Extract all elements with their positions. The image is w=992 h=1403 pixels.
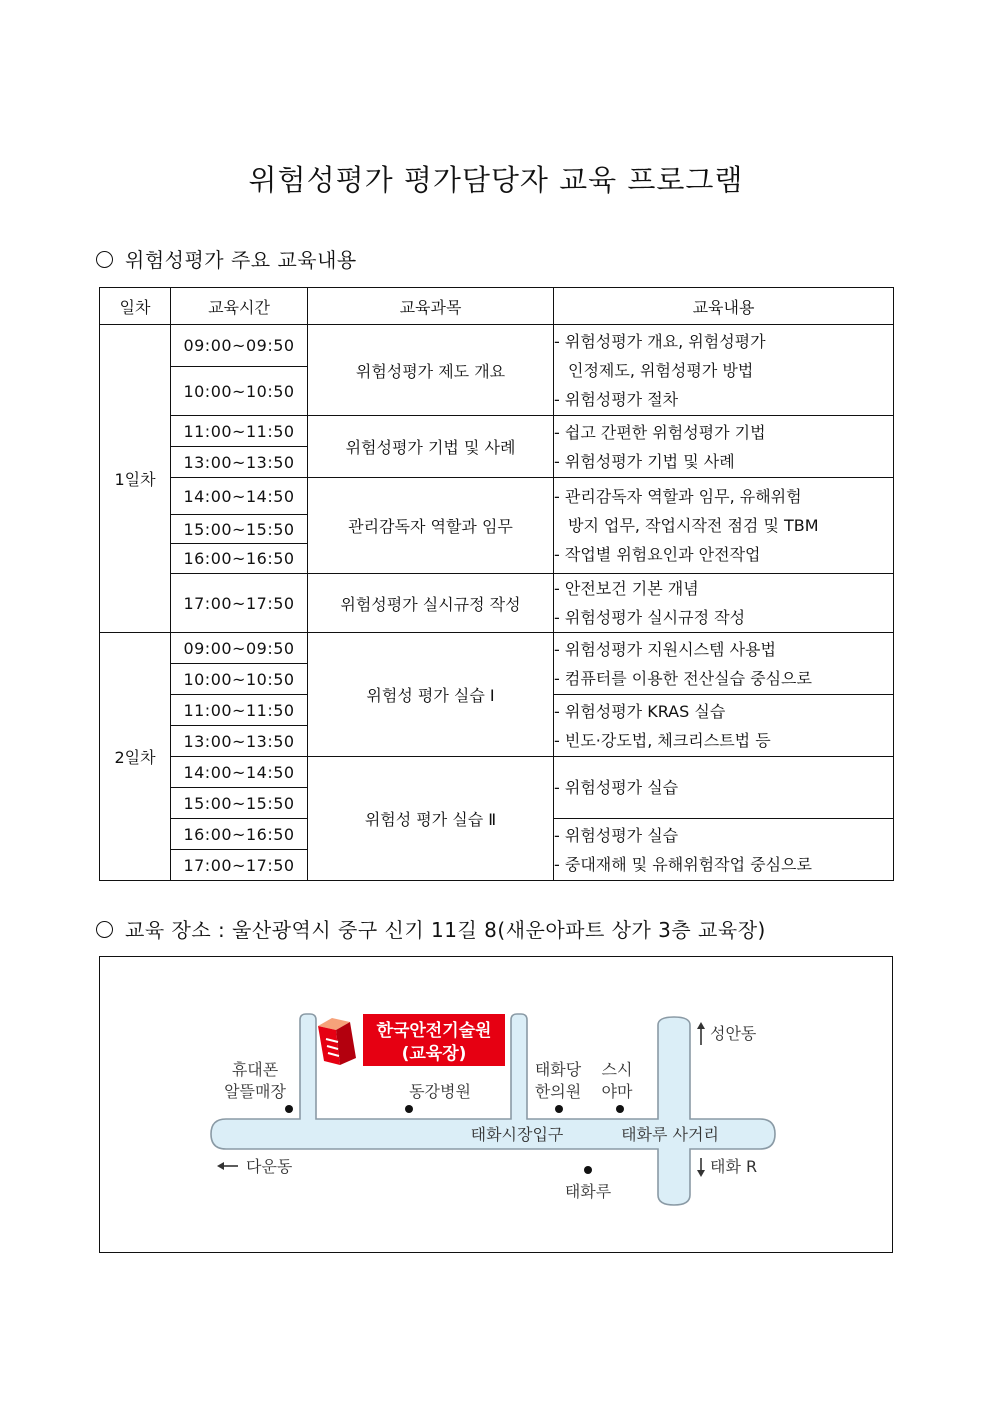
location-dot (405, 1105, 413, 1113)
time-cell: 10:00~10:50 (171, 367, 308, 416)
subject-cell: 위험성 평가 실습 Ⅰ (308, 633, 554, 757)
content-cell (554, 416, 894, 478)
content-line: - 빈도·강도법, 체크리스트법 등 (554, 730, 771, 750)
time-cell: 13:00~13:50 (171, 726, 308, 757)
location-text: 교육 장소 : 울산광역시 중구 신기 11길 8(새운아파트 상가 3층 교육장) (125, 918, 766, 942)
content-line: - 위험성평가 개요, 위험성평가 (554, 331, 766, 351)
subject-cell: 위험성 평가 실습 Ⅱ (308, 757, 554, 881)
page-title: 위험성평가 평가담당자 교육 프로그램 (248, 163, 744, 197)
time-cell: 17:00~17:50 (171, 574, 308, 633)
time-cell: 16:00~16:50 (171, 819, 308, 850)
circle-bullet-icon (96, 251, 113, 268)
content-cell (554, 574, 894, 633)
time-cell: 15:00~15:50 (171, 515, 308, 544)
table-row (100, 757, 894, 788)
location-dot (555, 1105, 563, 1113)
time-cell: 14:00~14:50 (171, 478, 308, 515)
content-cell (554, 757, 894, 819)
header-time: 교육시간 (171, 288, 308, 325)
content-line: - 컴퓨터를 이용한 전산실습 중심으로 (554, 668, 812, 688)
circle-bullet-icon (96, 921, 113, 938)
content-line: - 위험성평가 기법 및 사례 (554, 451, 735, 471)
header-subject: 교육과목 (308, 288, 554, 325)
content-line: - 위험성평가 실습 (554, 778, 679, 797)
content-cell (554, 695, 894, 757)
label-sushi-2: 야마 (601, 1082, 633, 1101)
arrow-down-icon (697, 1158, 705, 1177)
table-row (100, 574, 894, 633)
time-cell: 14:00~14:50 (171, 757, 308, 788)
arrow-left-icon (217, 1162, 238, 1170)
content-line: - 위험성평가 절차 (554, 389, 679, 409)
content-line: - 중대재해 및 유해위험작업 중심으로 (554, 854, 812, 874)
time-cell: 16:00~16:50 (171, 544, 308, 574)
content-line: - 위험성평가 지원시스템 사용법 (554, 639, 776, 659)
section-heading-location (96, 914, 766, 943)
institute-name: 한국안전기술원 (376, 1021, 492, 1041)
content-cell (554, 325, 894, 416)
time-cell: 09:00~09:50 (171, 633, 308, 664)
content-line: - 쉽고 간편한 위험성평가 기법 (554, 422, 766, 442)
content-cell (554, 633, 894, 695)
content-line: 방지 업무, 작업시작전 점검 및 TBM (568, 516, 819, 535)
location-dot (616, 1105, 624, 1113)
subject-cell: 위험성평가 제도 개요 (308, 325, 554, 416)
label-hospital: 동강병원 (409, 1082, 471, 1101)
label-market-entrance: 태화시장입구 (470, 1125, 564, 1144)
day-cell: 1일차 (100, 325, 171, 633)
label-clinic-1: 태화당 (534, 1060, 582, 1079)
location-dot (285, 1105, 293, 1113)
section-heading-text: 위험성평가 주요 교육내용 (125, 248, 357, 272)
table-row (100, 416, 894, 447)
section-heading-content (96, 244, 357, 273)
label-daun: 다운동 (246, 1157, 293, 1176)
header-day: 일차 (100, 288, 171, 325)
content-line: - 안전보건 기본 개념 (554, 579, 699, 598)
content-line: - 위험성평가 KRAS 실습 (554, 701, 726, 721)
content-line: - 작업별 위험요인과 안전작업 (554, 545, 761, 564)
institute-sub: (교육장) (401, 1044, 467, 1064)
table-row (100, 478, 894, 515)
time-cell: 09:00~09:50 (171, 325, 308, 367)
time-cell: 10:00~10:50 (171, 664, 308, 695)
label-clinic-2: 한의원 (534, 1082, 582, 1101)
content-cell (554, 819, 894, 881)
content-cell (554, 478, 894, 574)
label-phone-store-2: 알뜰매장 (224, 1082, 286, 1101)
label-taehwaru: 태화루 (564, 1182, 612, 1201)
content-line: - 위험성평가 실습 (554, 825, 679, 845)
map-drawing (100, 957, 892, 1252)
content-line: 인정제도, 위험성평가 방법 (568, 360, 754, 380)
subject-cell: 위험성평가 실시규정 작성 (308, 574, 554, 633)
time-cell: 11:00~11:50 (171, 416, 308, 447)
time-cell: 13:00~13:50 (171, 447, 308, 478)
location-dot (584, 1166, 592, 1174)
subject-cell: 관리감독자 역할과 임무 (308, 478, 554, 574)
location-map (99, 956, 893, 1253)
content-line: - 위험성평가 실시규정 작성 (554, 608, 746, 627)
table-row (100, 325, 894, 367)
subject-cell: 위험성평가 기법 및 사례 (308, 416, 554, 478)
building-icon (318, 1018, 356, 1065)
time-cell: 11:00~11:50 (171, 695, 308, 726)
time-cell: 17:00~17:50 (171, 850, 308, 881)
table-header-row (100, 288, 894, 325)
label-phone-store-1: 휴대폰 (231, 1060, 279, 1079)
header-content: 교육내용 (554, 288, 894, 325)
schedule-table (99, 287, 894, 881)
label-seongan: 성안동 (710, 1024, 757, 1043)
table-row (100, 633, 894, 664)
label-sushi-1: 스시 (601, 1060, 633, 1079)
content-line: - 관리감독자 역할과 임무, 유해위험 (554, 487, 802, 506)
label-intersection: 태화루 사거리 (621, 1125, 719, 1144)
time-cell: 15:00~15:50 (171, 788, 308, 819)
day-cell: 2일차 (100, 633, 171, 881)
arrow-up-icon (697, 1022, 705, 1045)
label-taehwa-r: 태화 R (710, 1157, 758, 1176)
